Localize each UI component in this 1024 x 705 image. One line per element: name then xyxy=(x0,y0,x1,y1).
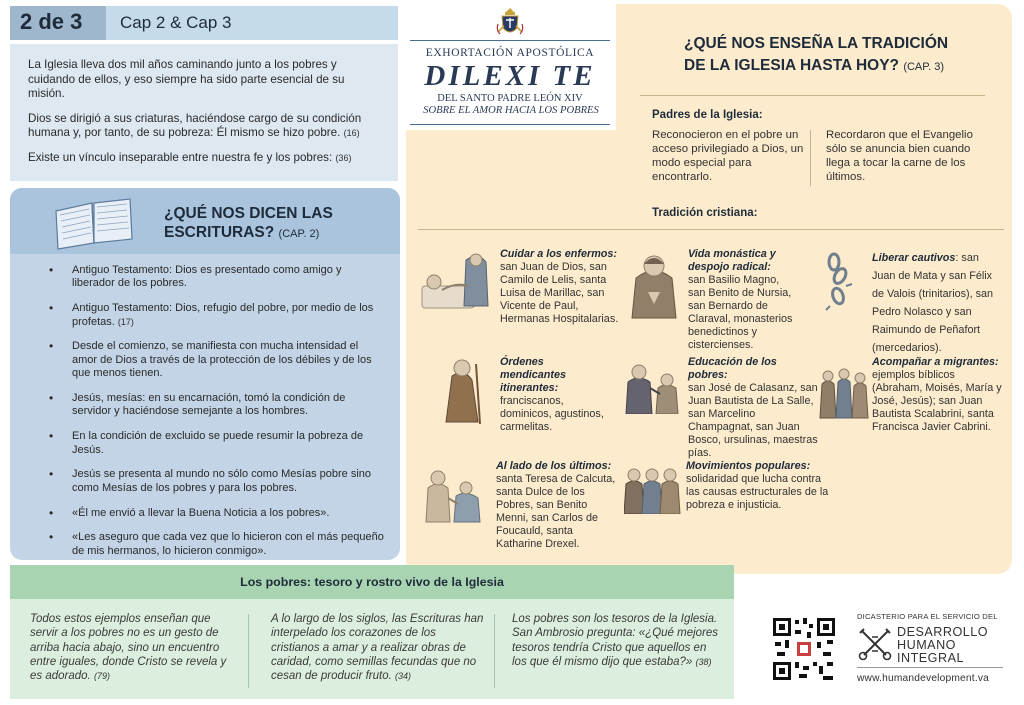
dicastery-label: DICASTERIO PARA EL SERVICIO DEL xyxy=(857,612,998,621)
tradition-cell-last: Al lado de los últimos: santa Teresa de Calcuta, santa Dulce de los Pobres, san Benito Menni, san Carlos de Foucauld, santa Katharine Drexel. xyxy=(496,460,616,550)
website-link[interactable]: www.humandevelopment.va xyxy=(857,673,990,684)
broken-chain-icon xyxy=(820,252,860,312)
church-fathers-text-right: Recordaron que el Evangelio sólo se anuncia bien cuando llega a tocar la carne de los últimos. xyxy=(826,129,973,183)
tradition-cell-education: Educación de los pobres: san José de Calasanz, san Juan Bautista de La Salle, san Marcelino Champagnat, san Juan Bosco, ursulinas, maestras pías. xyxy=(688,356,818,459)
tradition-cell-movements: Movimientos populares: solidaridad que lucha contra las causas estructurales de la pobreza e injusticia. xyxy=(686,460,829,511)
page-number: 2 de 3 xyxy=(20,9,83,34)
tradition-cell-mendicant: Órdenes mendicantes itinerantes: franciscanos, dominicos, agustinos, carmelitas. xyxy=(500,356,604,433)
christian-tradition-title: Tradición cristiana: xyxy=(652,207,758,219)
teacher-illustration-icon xyxy=(622,358,684,414)
popular-movements-illustration-icon xyxy=(624,462,682,514)
intro-paragraph-2: Dios se dirigió a sus criaturas, haciéndose cargo de su condición humana y, por tanto, de su pobreza: Él mismo se hizo pobre. (16) xyxy=(28,111,362,139)
divider xyxy=(494,614,495,688)
sick-care-illustration-icon xyxy=(420,246,496,314)
document-author: DEL SANTO PADRE LEÓN XIV xyxy=(437,93,583,104)
tradition-cell-captives: Liberar cautivos: san Juan de Mata y san Félix de Valois (trinitarios), san Pedro Nolasco y san Raimundo de Peñafort (mercedarios). xyxy=(872,252,994,354)
document-title: DILEXI TE xyxy=(424,60,596,92)
scriptures-list xyxy=(46,264,386,570)
list-item: • Antiguo Testamento: Dios es presentado como amigo y liberador de los pobres. xyxy=(46,264,386,291)
caring-for-poor-illustration-icon xyxy=(422,462,488,524)
intro-paragraph-3: Existe un vínculo inseparable entre nuestra fe y los pobres: (36) xyxy=(28,150,352,164)
divider xyxy=(640,95,985,96)
list-item: • Desde el comienzo, se manifiesta con mucha intensidad el amor de Dios a través de la protección de los débiles y de los que menos tienen. xyxy=(46,340,386,380)
divider xyxy=(248,614,249,688)
church-fathers-text-left: Reconocieron en el pobre un acceso privilegiado a Dios, un modo especial para encontrarlo. xyxy=(652,129,804,183)
scriptures-title: ¿QUÉ NOS DICEN LAS ESCRITURAS? (CAP. 2) xyxy=(164,205,333,241)
divider xyxy=(410,124,610,125)
divider xyxy=(410,40,610,41)
divider xyxy=(418,229,1004,230)
tradition-cell-migrants: Acompañar a migrantes: ejemplos bíblicos (Abraham, Moisés, María y José, Jesús); san Juan Bautista Scalabrini, santa Francisca Javier Cabrini. xyxy=(872,356,1002,433)
crossed-keys-icon xyxy=(858,627,892,661)
open-book-icon xyxy=(52,195,136,251)
document-subtitle: SOBRE EL AMOR HACIA LOS POBRES xyxy=(423,105,599,116)
treasure-title: Los pobres: tesoro y rostro vivo de la Iglesia xyxy=(240,575,504,589)
list-item: • Antiguo Testamento: Dios, refugio del pobre, por medio de los profetas. (17) xyxy=(46,302,386,329)
tradition-title: ¿QUÉ NOS ENSEÑA LA TRADICIÓN DE LA IGLESIA HASTA HOY? (CAP. 3) xyxy=(684,35,949,74)
quote-2: A lo largo de los siglos, las Escrituras han interpelado los corazones de los cristianos a amar y a realizar obras de caridad, como semillas fecundas que no cesan de producir fruto. (34) xyxy=(271,613,484,683)
quote-3: Los pobres son los tesoros de la Iglesia. San Ambrosio pregunta: «¿Qué mejores tesoros tendría Cristo que aquellos en los que él mismo dijo que estaba?» (38) xyxy=(512,613,719,668)
divider xyxy=(810,130,811,186)
quote-1: Todos estos ejemplos enseñan que servir a los pobres no es un gesto de arriba hacia abajo, sino un encuentro entre iguales, donde Cristo se revela y es adorado. (79) xyxy=(30,613,227,683)
qr-code[interactable] xyxy=(771,616,837,682)
list-item: • «Les aseguro que cada vez que lo hicieron con el más pequeño de mis hermanos, lo hicieron conmigo». xyxy=(46,531,386,558)
list-item: • Jesús, mesías: en su encarnación, tomó la condición de servidor y haciéndose semejante a los hombres. xyxy=(46,392,386,419)
friar-walking-icon xyxy=(434,354,490,426)
document-type: EXHORTACIÓN APOSTÓLICA xyxy=(425,47,595,59)
chapter-label: Cap 2 & Cap 3 xyxy=(120,13,232,32)
list-item: • «Él me envió a llevar la Buena Noticia a los pobres». xyxy=(46,507,386,520)
list-item: • En la condición de excluido se puede resumir la pobreza de Jesús. xyxy=(46,430,386,457)
papal-coat-of-arms-icon xyxy=(494,6,526,38)
intro-paragraph-1: La Iglesia lleva dos mil años caminando junto a los pobres y cuidando de ellos, y eso siempre ha sido parte esencial de su misión. xyxy=(28,58,345,100)
migrants-illustration-icon xyxy=(818,360,870,420)
dicastery-name: DESARROLLO HUMANO INTEGRAL xyxy=(897,625,989,665)
list-item: • Jesús se presenta al mundo no sólo como Mesías pobre sino como Mesías de los pobres y para los pobres. xyxy=(46,468,386,495)
tradition-cell-sick: Cuidar a los enfermos: san Juan de Dios, san Camilo de Lelis, santa Luisa de Marillac, san Vicente de Paul, Hermanas Hospitalarias. xyxy=(500,248,619,325)
church-fathers-title: Padres de la Iglesia: xyxy=(652,109,763,121)
intro-section xyxy=(10,44,398,181)
divider xyxy=(857,667,1003,668)
monk-illustration-icon xyxy=(626,248,682,320)
tradition-cell-monastic: Vida monástica y despojo radical: san Basilio Magno, san Benito de Nursia, san Bernardo de Claraval, monasterios benedictinos y cistercienses. xyxy=(688,248,793,351)
